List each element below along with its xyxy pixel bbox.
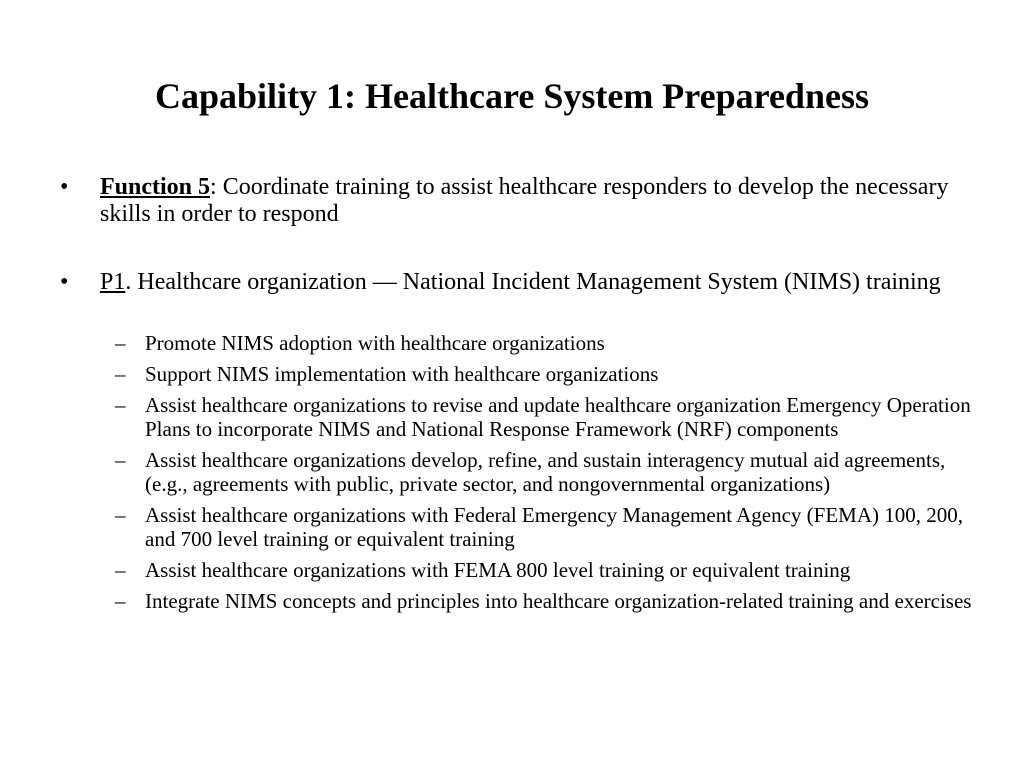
sub-item	[115, 558, 975, 582]
dash-marker: –	[115, 558, 126, 582]
sub-item	[115, 362, 975, 386]
function-5-label: Function 5	[100, 174, 211, 200]
sub-item-text: Assist healthcare organizations develop, refine, and sustain interagency mutual aid agreements, (e.g., agreements with public, private sector, and nongovernmental organizations)	[145, 448, 946, 496]
sub-item	[115, 503, 975, 551]
dash-marker: –	[115, 589, 126, 613]
dash-marker: –	[115, 448, 126, 472]
sub-item	[115, 331, 975, 355]
sub-item	[115, 393, 975, 441]
sub-item-text: Assist healthcare organizations to revise and update healthcare organization Emergency Operation Plans to incorporate NIMS and National Response Framework (NRF) components	[145, 393, 971, 441]
sub-item-text: Support NIMS implementation with healthcare organizations	[145, 362, 659, 386]
bullet-p1	[60, 269, 960, 296]
p1-separator: .	[125, 269, 132, 295]
p1-label: P1	[100, 269, 126, 295]
p1-text: Healthcare organization — National Incident Management System (NIMS) training	[131, 269, 941, 295]
sub-item-text: Assist healthcare organizations with Federal Emergency Management Agency (FEMA) 100, 200, and 700 level training or equivalent training	[145, 503, 964, 551]
p1-sub-list	[115, 331, 975, 620]
sub-item	[115, 589, 975, 613]
dash-marker: –	[115, 331, 126, 355]
sub-item-text: Promote NIMS adoption with healthcare organizations	[145, 331, 605, 355]
bullet-function-5	[60, 174, 960, 228]
bullet-marker: •	[60, 269, 69, 295]
slide-title: Capability 1: Healthcare System Preparedness	[155, 76, 869, 116]
bullet-marker: •	[60, 174, 69, 200]
sub-item	[115, 448, 975, 496]
sub-item-text: Assist healthcare organizations with FEMA 800 level training or equivalent training	[145, 558, 851, 582]
dash-marker: –	[115, 503, 126, 527]
dash-marker: –	[115, 393, 126, 417]
dash-marker: –	[115, 362, 126, 386]
function-5-separator: :	[210, 174, 217, 200]
function-5-text: Coordinate training to assist healthcare responders to develop the necessary skills in order to respond	[100, 174, 949, 227]
sub-item-text: Integrate NIMS concepts and principles into healthcare organization-related training and exercises	[145, 589, 972, 613]
